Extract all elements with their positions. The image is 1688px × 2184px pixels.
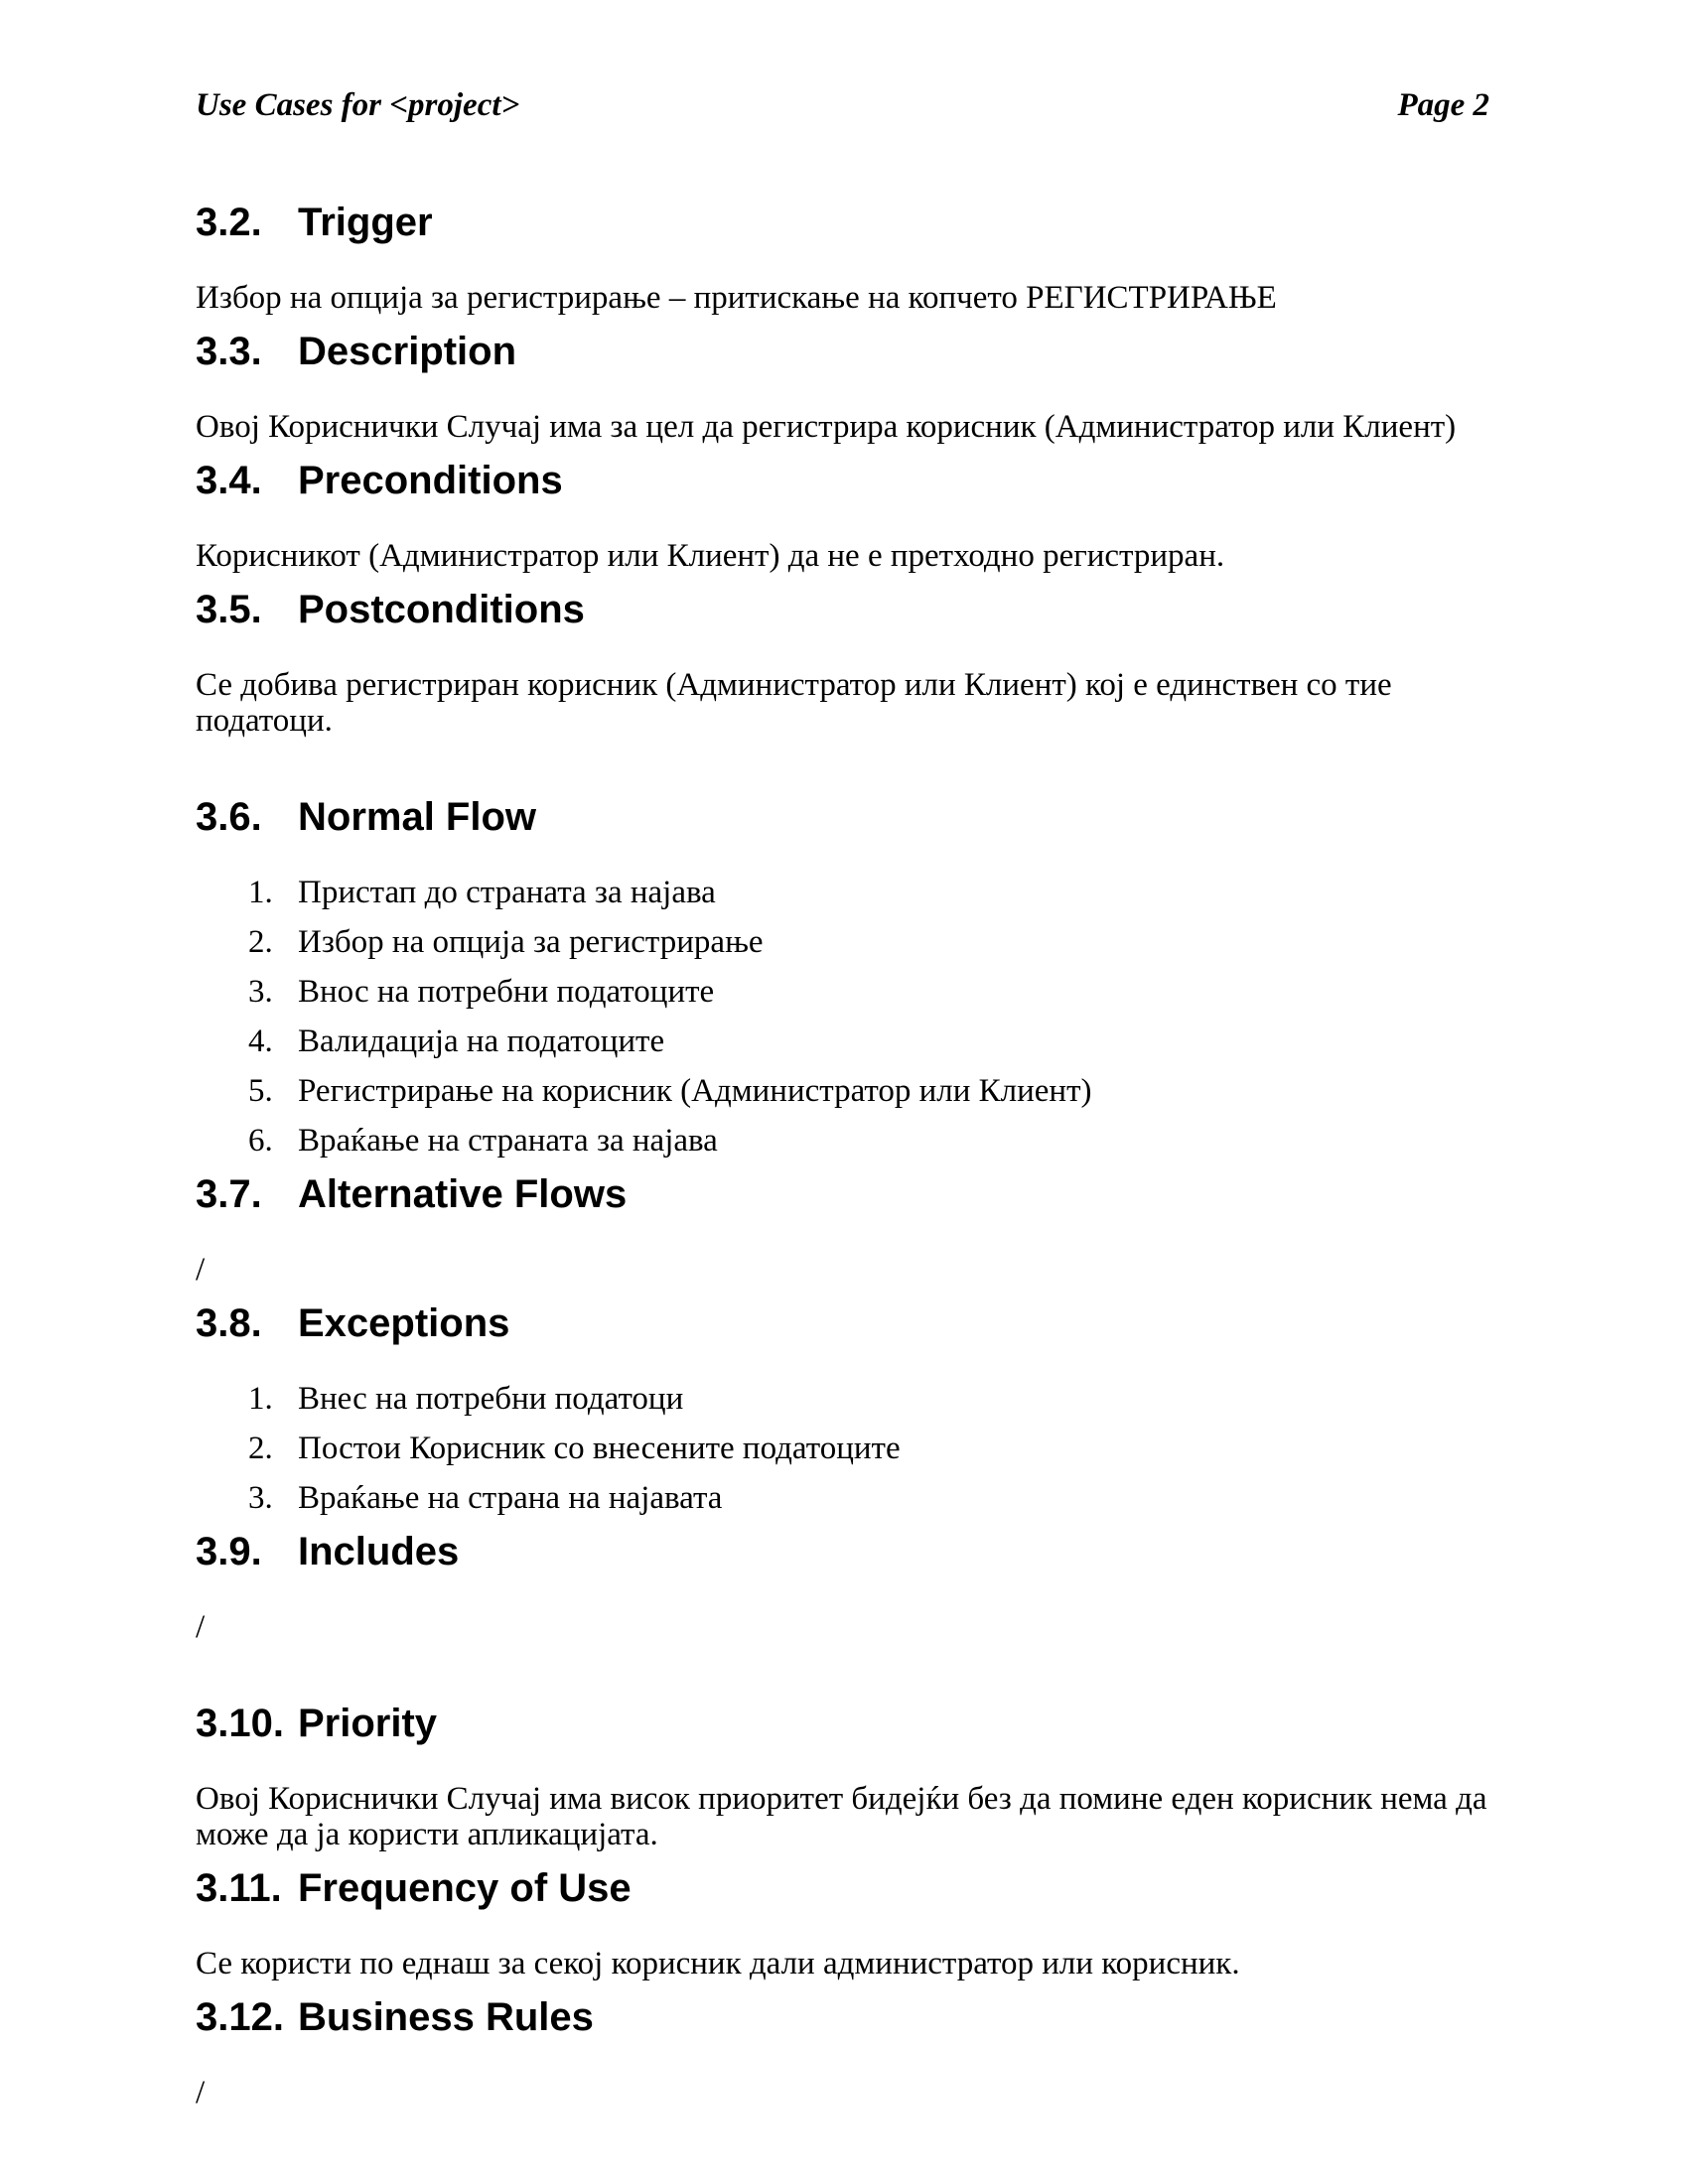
section-title: Alternative Flows	[298, 1172, 628, 1216]
section-body: Овој Кориснички Случај има за цел да регистрира корисник (Администратор или Клиент)	[196, 409, 1457, 445]
section-includes	[196, 1530, 1489, 1645]
section-body: /	[196, 1609, 206, 1645]
section-number: 3.12.	[196, 1995, 284, 2039]
list-item-number: 1.	[248, 875, 273, 910]
section-title: Includes	[298, 1530, 460, 1573]
list-item	[196, 875, 1489, 910]
section-title: Priority	[298, 1702, 438, 1745]
list-item	[196, 974, 1489, 1010]
section-heading	[196, 330, 1489, 373]
list-item	[196, 1024, 1489, 1059]
list-item	[196, 1381, 1489, 1417]
section-frequency-of-use	[196, 1866, 1489, 1981]
section-title: Postconditions	[298, 588, 585, 631]
section-number: 3.3.	[196, 330, 262, 373]
section-number: 3.2.	[196, 201, 262, 244]
section-postconditions	[196, 588, 1489, 739]
section-number: 3.6.	[196, 795, 262, 839]
list-item-text: Избор на опција за регистрирање	[298, 924, 764, 960]
section-heading	[196, 201, 1489, 244]
list-item	[196, 1480, 1489, 1516]
list-item	[196, 924, 1489, 960]
section-body: Корисникот (Администратор или Клиент) да не е претходно регистриран.	[196, 538, 1225, 574]
section-heading	[196, 459, 1489, 502]
list-item-number: 3.	[248, 974, 273, 1010]
list-item-number: 1.	[248, 1381, 273, 1417]
section-number: 3.8.	[196, 1301, 262, 1345]
section-body: Овој Кориснички Случај има висок приоритет бидејќи без да помине еден корисник нема да може да ја користи апликацијата.	[196, 1781, 1487, 1852]
list-item	[196, 1073, 1489, 1109]
section-heading	[196, 1995, 1489, 2039]
section-body: Избор на опција за регистрирање – притискање на копчето РЕГИСТРИРАЊЕ	[196, 280, 1277, 316]
section-body: /	[196, 1252, 206, 1288]
list-item-text: Постои Корисник со внесените податоците	[298, 1431, 901, 1466]
section-heading	[196, 1301, 1489, 1345]
list-item-text: Враќање на страната за најава	[298, 1123, 718, 1159]
exceptions-list	[196, 1381, 1489, 1516]
section-number: 3.5.	[196, 588, 262, 631]
section-title: Frequency of Use	[298, 1866, 632, 1910]
running-header	[196, 87, 1489, 123]
section-alternative-flows	[196, 1172, 1489, 1288]
section-body: Се користи по еднаш за секој корисник дали администратор или корисник.	[196, 1946, 1240, 1981]
header-title: Use Cases for <project>	[196, 87, 520, 123]
list-item	[196, 1123, 1489, 1159]
section-heading	[196, 1866, 1489, 1910]
section-body: /	[196, 2075, 206, 2111]
section-normal-flow	[196, 795, 1489, 1159]
section-business-rules	[196, 1995, 1489, 2111]
section-priority	[196, 1702, 1489, 1852]
list-item	[196, 1431, 1489, 1466]
section-description	[196, 330, 1489, 445]
section-heading	[196, 795, 1489, 839]
list-item-text: Пристап до страната за најава	[298, 875, 716, 910]
list-item-number: 6.	[248, 1123, 273, 1159]
list-item-text: Враќање на страна на најавата	[298, 1480, 723, 1516]
section-title: Normal Flow	[298, 795, 537, 839]
list-item-number: 2.	[248, 1431, 273, 1466]
section-heading	[196, 1172, 1489, 1216]
list-item-text: Внес на потребни податоци	[298, 1381, 684, 1417]
section-number: 3.7.	[196, 1172, 262, 1216]
section-number: 3.9.	[196, 1530, 262, 1573]
section-heading	[196, 588, 1489, 631]
list-item-number: 5.	[248, 1073, 273, 1109]
section-number: 3.4.	[196, 459, 262, 502]
section-preconditions	[196, 459, 1489, 574]
section-heading	[196, 1702, 1489, 1745]
list-item-number: 4.	[248, 1024, 273, 1059]
list-item-text: Внос на потребни податоците	[298, 974, 715, 1010]
section-title: Preconditions	[298, 459, 563, 502]
section-heading	[196, 1530, 1489, 1573]
section-body: Се добива регистриран корисник (Администратор или Клиент) кој е единствен со тие податоци.	[196, 667, 1392, 739]
list-item-number: 3.	[248, 1480, 273, 1516]
section-title: Trigger	[298, 201, 433, 244]
section-trigger	[196, 201, 1489, 316]
list-item-text: Регистрирање на корисник (Администратор или Клиент)	[298, 1073, 1092, 1109]
section-title: Business Rules	[298, 1995, 594, 2039]
section-title: Exceptions	[298, 1301, 510, 1345]
list-item-number: 2.	[248, 924, 273, 960]
section-exceptions	[196, 1301, 1489, 1516]
header-page-number: Page 2	[1397, 87, 1489, 123]
section-number: 3.10.	[196, 1702, 284, 1745]
section-number: 3.11.	[196, 1866, 282, 1910]
section-title: Description	[298, 330, 517, 373]
list-item-text: Валидација на податоците	[298, 1024, 665, 1059]
normal-flow-list	[196, 875, 1489, 1159]
